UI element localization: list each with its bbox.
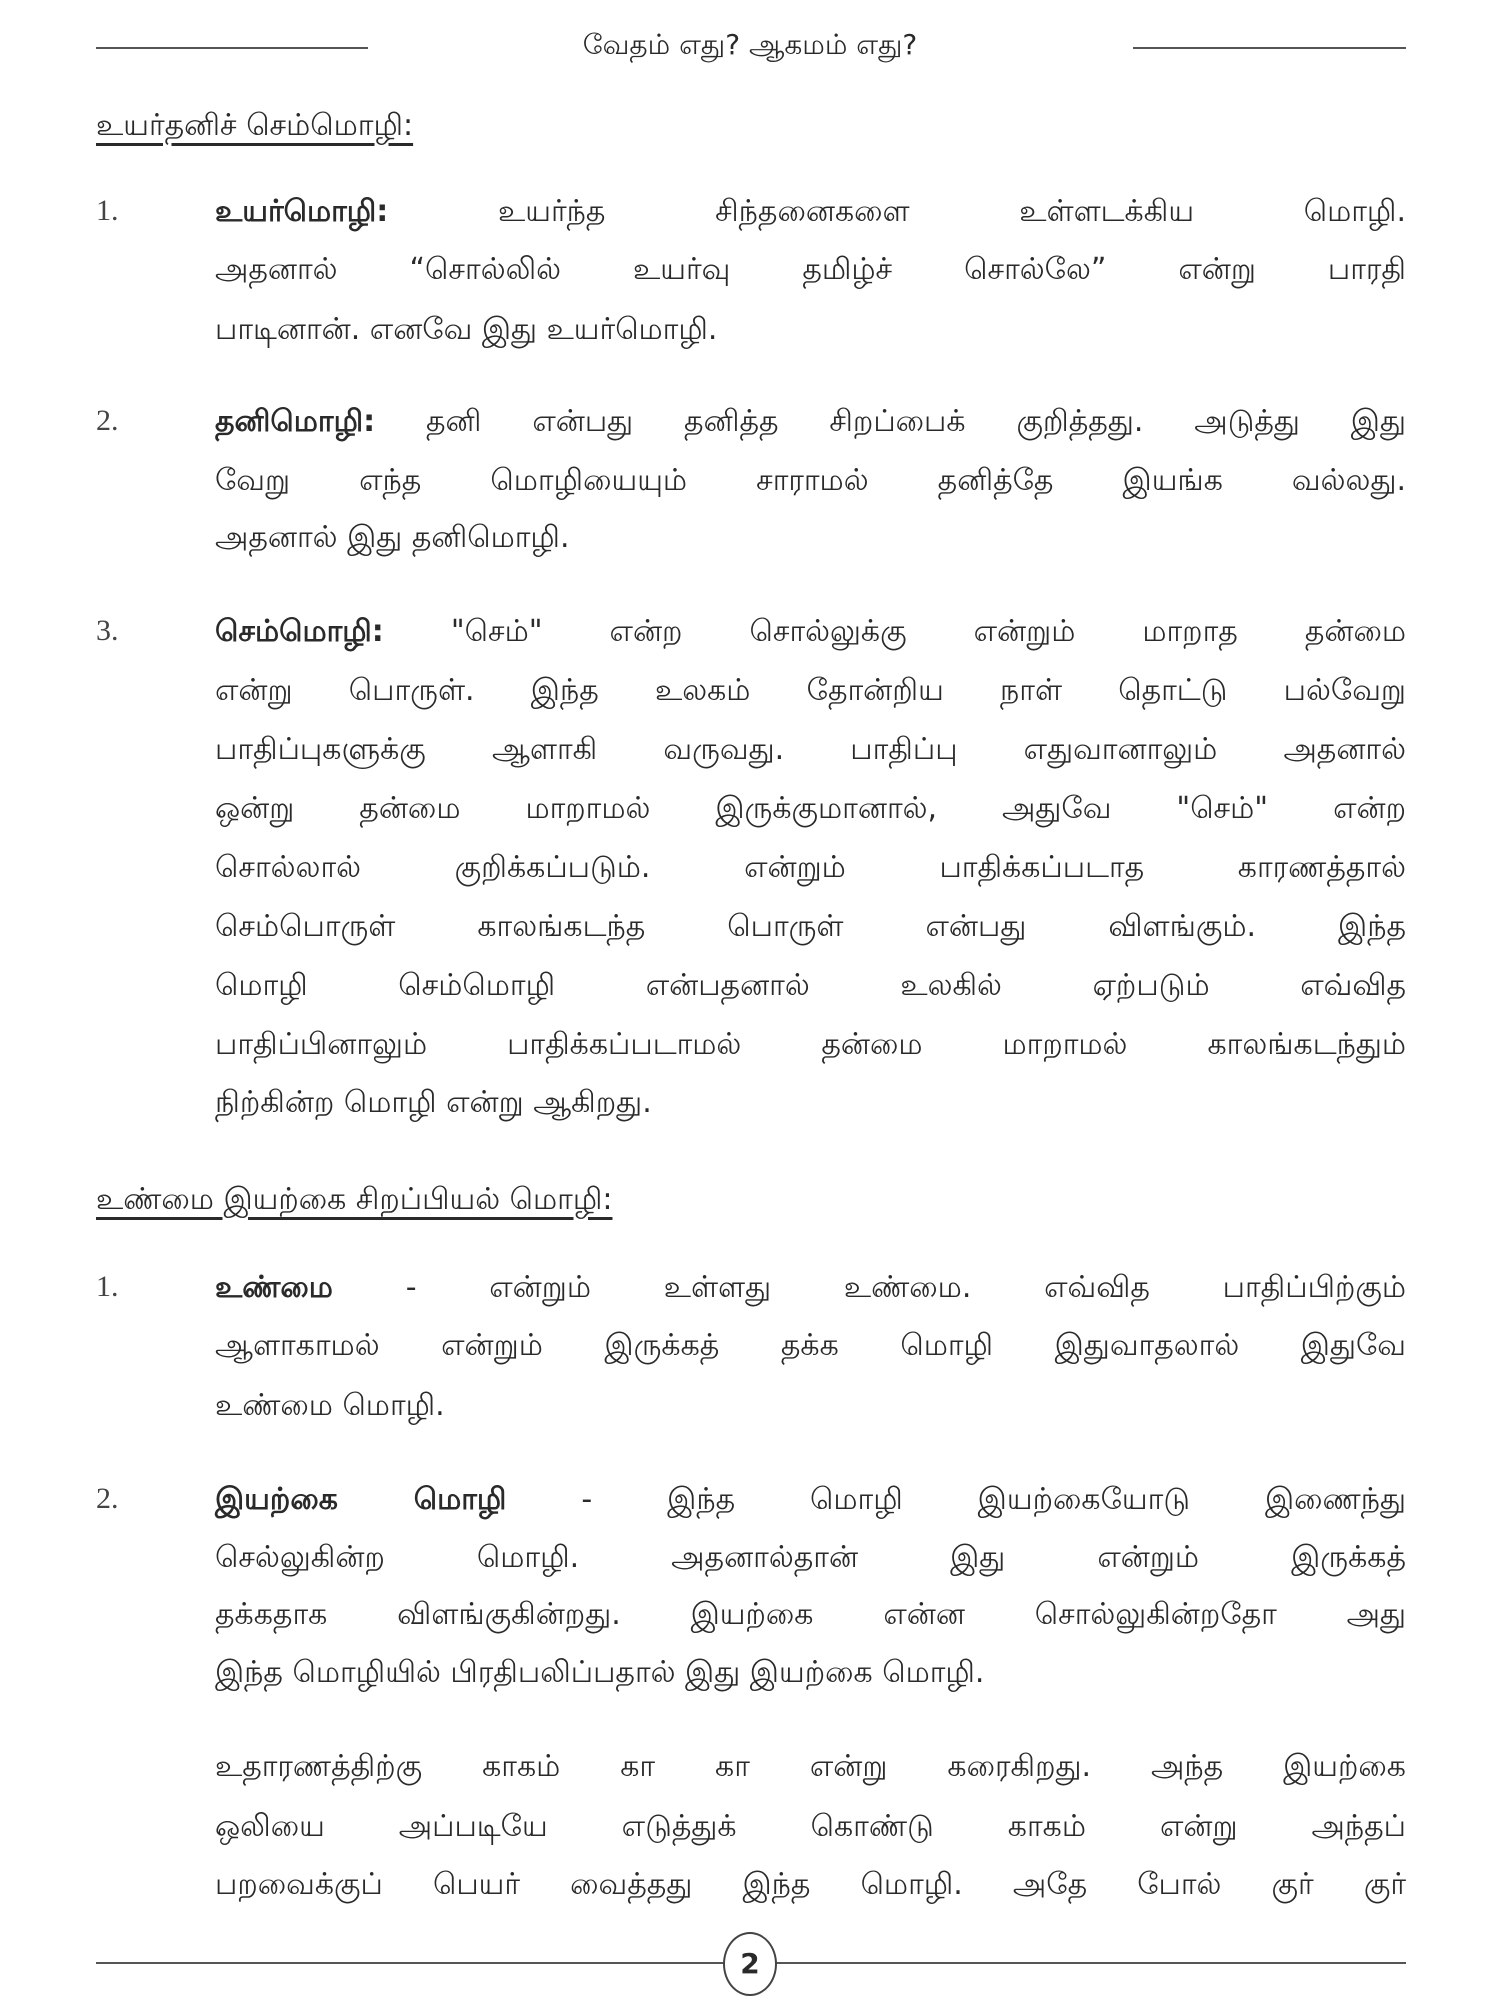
item-number: 3. xyxy=(96,614,119,647)
item-number: 2. xyxy=(96,1482,119,1515)
item-line: பாதிப்பினாலும் பாதிக்கப்படாமல் தன்மை மாறாமல் காலங்கடந்தும் xyxy=(215,1027,1406,1062)
item-line: ஆளாகாமல் என்றும் இருக்கத் தக்க மொழி இதுவாதலால் இதுவே xyxy=(215,1328,1406,1363)
item-line: பாடினான். எனவே இது உயர்மொழி. xyxy=(215,312,718,347)
header-rule-right xyxy=(1133,47,1406,49)
item-line: நிற்கின்ற மொழி என்று ஆகிறது. xyxy=(215,1085,652,1120)
item-number: 1. xyxy=(96,194,119,227)
item-line: வேறு எந்த மொழியையும் சாராமல் தனித்தே இயங்க வல்லது. xyxy=(215,463,1406,498)
item-term: தனிமொழி: xyxy=(215,404,376,439)
item-term: செம்மொழி: xyxy=(215,614,384,649)
item-number: 1. xyxy=(96,1270,119,1303)
item-line: சொல்லால் குறிக்கப்படும். என்றும் பாதிக்கப்படாத காரணத்தால் xyxy=(215,850,1406,885)
item-line xyxy=(215,1480,1406,1520)
section-heading: உண்மை இயற்கை சிறப்பியல் மொழி: xyxy=(96,1182,613,1217)
section-heading: உயர்தனிச் செம்மொழி: xyxy=(96,108,414,143)
line-text: "செம்" என்ற சொல்லுக்கு என்றும் மாறாத தன்மை xyxy=(450,614,1406,649)
item-line: இந்த மொழியில் பிரதிபலிப்பதால் இது இயற்கை மொழி. xyxy=(215,1655,985,1690)
item-line xyxy=(215,1268,1406,1308)
paragraph-line: பறவைக்குப் பெயர் வைத்தது இந்த மொழி. அதே போல் குர் குர் xyxy=(215,1867,1406,1902)
line-text: - இந்த மொழி இயற்கையோடு இணைந்து xyxy=(581,1482,1406,1517)
paragraph-line: ஒலியை அப்படியே எடுத்துக் கொண்டு காகம் என்று அந்தப் xyxy=(215,1809,1406,1844)
footer-rule-left xyxy=(96,1962,724,1964)
item-line: ஒன்று தன்மை மாறாமல் இருக்குமானால், அதுவே "செம்" என்ற xyxy=(215,791,1406,826)
paragraph-line: உதாரணத்திற்கு காகம் கா கா என்று கரைகிறது. அந்த இயற்கை xyxy=(215,1749,1406,1784)
item-line: உண்மை மொழி. xyxy=(215,1388,445,1423)
item-term: இயற்கை மொழி xyxy=(215,1482,507,1517)
item-line: அதனால் “சொல்லில் உயர்வு தமிழ்ச் சொல்லே” என்று பாரதி xyxy=(215,252,1406,287)
item-line: மொழி செம்மொழி என்பதனால் உலகில் ஏற்படும் எவ்வித xyxy=(215,968,1406,1003)
item-line: செம்பொருள் காலங்கடந்த பொருள் என்பது விளங்கும். இந்த xyxy=(215,909,1406,944)
running-header: வேதம் எது? ஆகமம் எது? xyxy=(582,28,918,61)
item-line: தக்கதாக விளங்குகின்றது. இயற்கை என்ன சொல்லுகின்றதோ அது xyxy=(215,1597,1406,1632)
item-line: செல்லுகின்ற மொழி. அதனால்தான் இது என்றும் இருக்கத் xyxy=(215,1540,1406,1575)
footer-rule-right xyxy=(775,1962,1406,1964)
item-line xyxy=(215,402,1406,442)
line-text: - என்றும் உள்ளது உண்மை. எவ்வித பாதிப்பிற்கும் xyxy=(405,1270,1406,1305)
item-line: என்று பொருள். இந்த உலகம் தோன்றிய நாள் தொட்டு பல்வேறு xyxy=(215,673,1406,708)
item-line: பாதிப்புகளுக்கு ஆளாகி வருவது. பாதிப்பு எதுவானாலும் அதனால் xyxy=(215,732,1406,767)
line-text: தனி என்பது தனித்த சிறப்பைக் குறித்தது. அடுத்து இது xyxy=(426,404,1406,439)
item-term: உயர்மொழி: xyxy=(215,194,389,229)
item-number: 2. xyxy=(96,404,119,437)
page-number: 2 xyxy=(723,1932,777,1996)
item-line xyxy=(215,192,1406,232)
line-text: உயர்ந்த சிந்தனைகளை உள்ளடக்கிய மொழி. xyxy=(498,194,1406,229)
item-line xyxy=(215,612,1406,652)
item-line: அதனால் இது தனிமொழி. xyxy=(215,520,570,555)
item-term: உண்மை xyxy=(215,1270,333,1305)
